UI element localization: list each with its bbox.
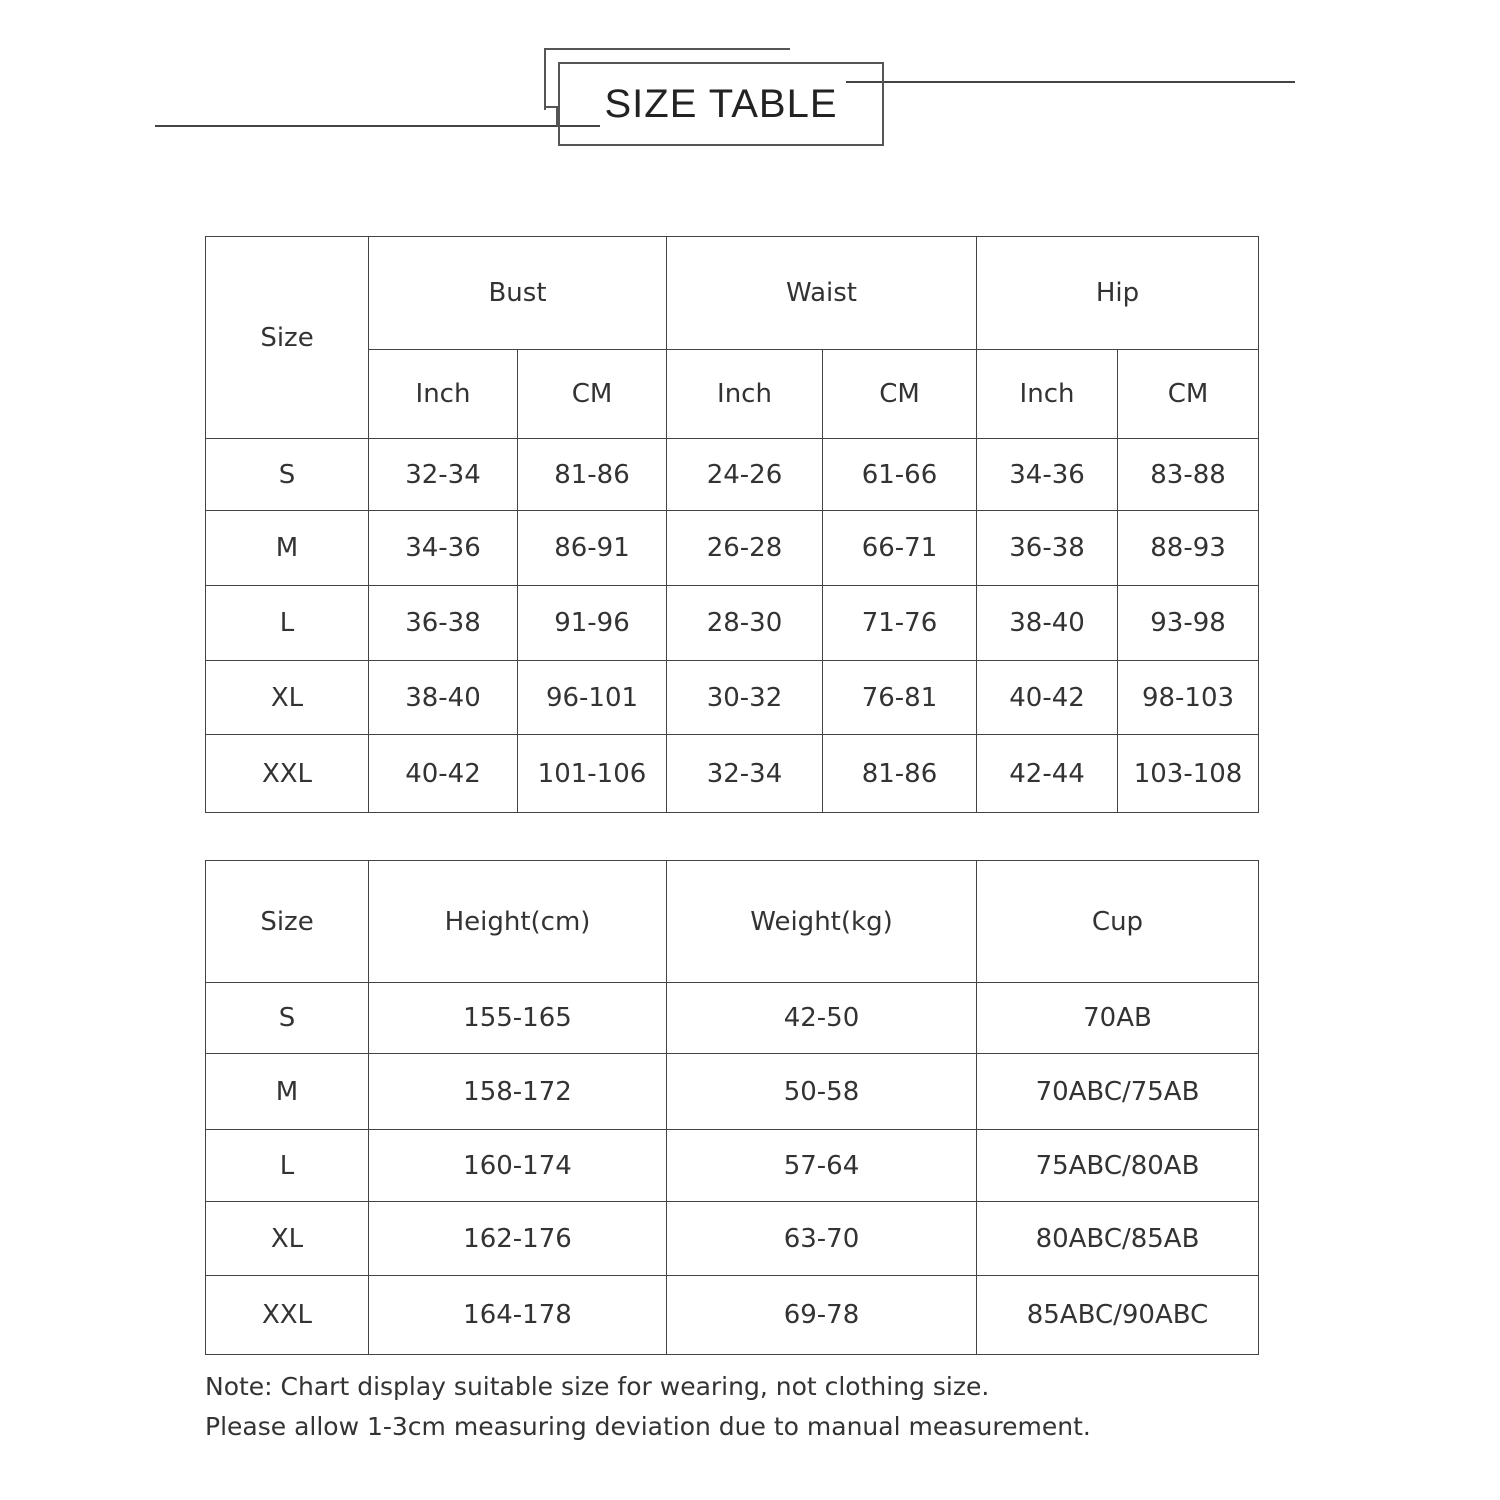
table-row xyxy=(206,511,1259,586)
value-cell: 28-30 xyxy=(667,586,823,661)
value-cell: 103-108 xyxy=(1118,735,1259,813)
table-row xyxy=(206,1054,1259,1130)
table-row xyxy=(206,439,1259,511)
size-header: Size xyxy=(206,861,369,983)
value-cell: 36-38 xyxy=(977,511,1118,586)
value-cell: 38-40 xyxy=(977,586,1118,661)
note-line-2: Please allow 1-3cm measuring deviation due to manual measurement. xyxy=(205,1412,1091,1441)
value-cell: 81-86 xyxy=(823,735,977,813)
group-header-row xyxy=(206,237,1259,350)
value-cell: 40-42 xyxy=(369,735,518,813)
value-cell: 75ABC/80AB xyxy=(977,1130,1259,1202)
value-cell: 26-28 xyxy=(667,511,823,586)
value-cell: 162-176 xyxy=(369,1202,667,1276)
value-cell: 69-78 xyxy=(667,1276,977,1355)
fit-table xyxy=(205,860,1259,1355)
value-cell: 83-88 xyxy=(1118,439,1259,511)
value-cell: 80ABC/85AB xyxy=(977,1202,1259,1276)
unit-header: CM xyxy=(823,350,977,439)
size-cell: XXL xyxy=(206,1276,369,1355)
size-cell: S xyxy=(206,439,369,511)
table-row xyxy=(206,983,1259,1054)
hip-header: Hip xyxy=(977,237,1259,350)
value-cell: 93-98 xyxy=(1118,586,1259,661)
value-cell: 32-34 xyxy=(667,735,823,813)
unit-header: CM xyxy=(518,350,667,439)
value-cell: 70AB xyxy=(977,983,1259,1054)
size-cell: XL xyxy=(206,661,369,735)
value-cell: 34-36 xyxy=(369,511,518,586)
note-text: Chart display suitable size for wearing, not clothing size. xyxy=(272,1372,990,1401)
size-cell: M xyxy=(206,1054,369,1130)
measurement-table-body xyxy=(206,439,1259,813)
table-row xyxy=(206,586,1259,661)
value-cell: 164-178 xyxy=(369,1276,667,1355)
value-cell: 76-81 xyxy=(823,661,977,735)
bust-header: Bust xyxy=(369,237,667,350)
value-cell: 160-174 xyxy=(369,1130,667,1202)
value-cell: 158-172 xyxy=(369,1054,667,1130)
table-row xyxy=(206,735,1259,813)
note-label: Note: xyxy=(205,1372,273,1401)
value-cell: 38-40 xyxy=(369,661,518,735)
table-row xyxy=(206,1276,1259,1355)
size-cell: M xyxy=(206,511,369,586)
note-line-1 xyxy=(205,1372,989,1401)
unit-header: Inch xyxy=(369,350,518,439)
value-cell: 155-165 xyxy=(369,983,667,1054)
value-cell: 32-34 xyxy=(369,439,518,511)
value-cell: 88-93 xyxy=(1118,511,1259,586)
value-cell: 40-42 xyxy=(977,661,1118,735)
value-cell: 57-64 xyxy=(667,1130,977,1202)
fit-table-body xyxy=(206,983,1259,1355)
value-cell: 91-96 xyxy=(518,586,667,661)
size-cell: XL xyxy=(206,1202,369,1276)
unit-header: Inch xyxy=(977,350,1118,439)
table-row xyxy=(206,1130,1259,1202)
value-cell: 98-103 xyxy=(1118,661,1259,735)
height-header: Height(cm) xyxy=(369,861,667,983)
value-cell: 42-50 xyxy=(667,983,977,1054)
value-cell: 85ABC/90ABC xyxy=(977,1276,1259,1355)
value-cell: 42-44 xyxy=(977,735,1118,813)
value-cell: 30-32 xyxy=(667,661,823,735)
value-cell: 34-36 xyxy=(977,439,1118,511)
value-cell: 50-58 xyxy=(667,1054,977,1130)
title-rule-left xyxy=(155,125,600,127)
title-rule-right xyxy=(846,81,1295,83)
value-cell: 36-38 xyxy=(369,586,518,661)
page-title: SIZE TABLE xyxy=(604,81,838,126)
value-cell: 66-71 xyxy=(823,511,977,586)
unit-header: Inch xyxy=(667,350,823,439)
value-cell: 71-76 xyxy=(823,586,977,661)
size-cell: S xyxy=(206,983,369,1054)
waist-header: Waist xyxy=(667,237,977,350)
size-header: Size xyxy=(206,237,369,439)
cup-header: Cup xyxy=(977,861,1259,983)
value-cell: 61-66 xyxy=(823,439,977,511)
value-cell: 96-101 xyxy=(518,661,667,735)
size-cell: XXL xyxy=(206,735,369,813)
size-cell: L xyxy=(206,1130,369,1202)
value-cell: 70ABC/75AB xyxy=(977,1054,1259,1130)
value-cell: 86-91 xyxy=(518,511,667,586)
weight-header: Weight(kg) xyxy=(667,861,977,983)
value-cell: 24-26 xyxy=(667,439,823,511)
value-cell: 81-86 xyxy=(518,439,667,511)
unit-header: CM xyxy=(1118,350,1259,439)
value-cell: 63-70 xyxy=(667,1202,977,1276)
table-row xyxy=(206,661,1259,735)
size-cell: L xyxy=(206,586,369,661)
value-cell: 101-106 xyxy=(518,735,667,813)
measurement-table xyxy=(205,236,1259,813)
fit-header-row xyxy=(206,861,1259,983)
table-row xyxy=(206,1202,1259,1276)
